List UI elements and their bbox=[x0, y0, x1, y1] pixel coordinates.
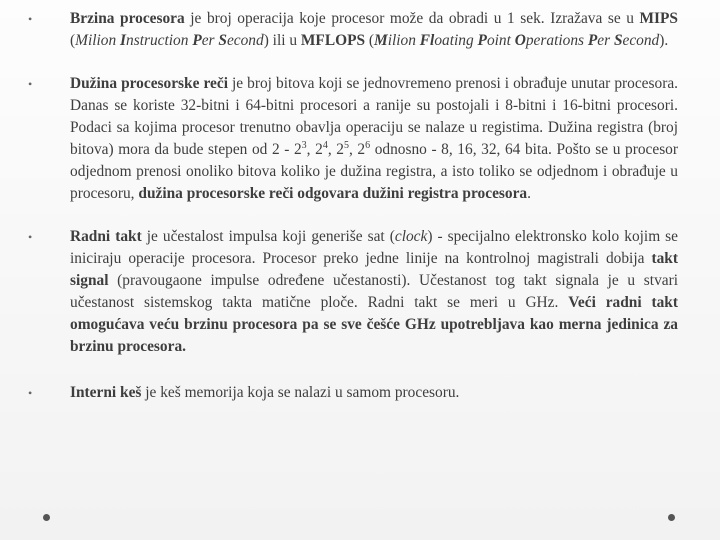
text-run: O bbox=[514, 32, 526, 49]
text-run: Milion bbox=[75, 32, 121, 49]
text-run: P bbox=[477, 32, 487, 49]
text-run: ) ili u bbox=[263, 32, 301, 49]
text-run: 6 bbox=[365, 139, 371, 151]
text-run: Fl bbox=[419, 32, 435, 49]
text-run: perations bbox=[525, 32, 588, 49]
text-run: odnosno - 8, 16, 32, 64 bita. Pošto se u procesor odjednom prenosi onoliko bitova koliko je dužina registra, a isto toliko se odjednom i obrađuje u procesoru, bbox=[70, 141, 679, 202]
text-run: P bbox=[587, 32, 598, 49]
text-run: je broj operacija koje procesor može da obradi u 1 sek. Izražava se u bbox=[184, 10, 640, 27]
text-run: econd bbox=[622, 32, 660, 49]
text-run: takt signal bbox=[70, 250, 678, 289]
text-run: , 2 bbox=[348, 141, 366, 158]
text-run: ( bbox=[365, 32, 375, 49]
text-run: clock bbox=[394, 228, 428, 245]
bullet-text bbox=[70, 228, 678, 355]
text-run: . bbox=[527, 185, 531, 202]
text-run: Dužina procesorske reči bbox=[70, 75, 228, 92]
text-run: er bbox=[597, 32, 614, 49]
text-run: M bbox=[374, 32, 388, 49]
text-run: I bbox=[120, 32, 127, 49]
text-run: je broj bitova koji se jednovremeno prenosi i obrađuje unutar procesora. Danas se koriste 32-bitni i 64-bitni procesori a ranije su postojali i 8-bitni i 16-bitni procesori. Podaci sa kojima procesor trenutno obavlja operaciju se nalaze u registima. Dužina registra (broj bitova) mora da bude stepen od 2 - 2 bbox=[70, 75, 678, 158]
text-run: S bbox=[218, 32, 227, 49]
text-run: , 2 bbox=[306, 141, 323, 158]
text-run: je učestalost impulsa koji generiše sat ( bbox=[141, 228, 395, 245]
text-run: MIPS bbox=[639, 10, 678, 27]
text-run: Radni takt bbox=[70, 228, 142, 245]
bullet-text bbox=[70, 10, 678, 49]
text-run: Veći radni takt omogućava veću brzinu procesora pa se sve češće GHz upotrebljava kao merna jedinica za brzinu procesora. bbox=[70, 294, 678, 355]
text-run: 3 bbox=[301, 139, 307, 151]
text-run: ) - specijalno elektronsko kolo kojim se iniciraju operacije procesora. Procesor preko jedne linije na kontrolnoj magistrali dobija bbox=[70, 228, 679, 267]
text-run: Brzina procesora bbox=[70, 10, 185, 27]
bullet-item bbox=[28, 382, 678, 404]
text-run: MFLOPS bbox=[300, 32, 366, 49]
bullet-marker: • bbox=[28, 12, 33, 26]
text-run: econd bbox=[226, 32, 264, 49]
bullet-item bbox=[28, 8, 678, 52]
text-run: Interni keš bbox=[70, 384, 142, 401]
text-run: (pravougaone impulse određene učestanosti). Učestanost tog takt signala je u stvari učestanost sistemskog takta matične ploče. Radni takt se meri u GHz. bbox=[70, 272, 678, 311]
text-run: ). bbox=[659, 32, 669, 49]
text-run: nstruction bbox=[126, 32, 193, 49]
text-run: , 2 bbox=[327, 141, 344, 158]
text-run: 5 bbox=[343, 139, 349, 151]
text-run: dužina procesorske reči odgovara dužini registra procesora bbox=[138, 185, 528, 202]
text-run: ( bbox=[70, 32, 76, 49]
text-run: 4 bbox=[322, 139, 328, 151]
text-run: S bbox=[613, 32, 623, 49]
bullet-marker: • bbox=[28, 386, 33, 400]
text-run: oating bbox=[434, 32, 478, 49]
left-dot-ornament bbox=[43, 514, 50, 521]
right-dot-ornament bbox=[668, 514, 675, 521]
bullet-text bbox=[70, 75, 678, 202]
bullet-marker: • bbox=[28, 230, 33, 244]
bullet-item bbox=[28, 226, 678, 358]
text-run: ilion bbox=[387, 32, 420, 49]
bullet-marker: • bbox=[28, 77, 33, 91]
text-run: je keš memorija koja se nalazi u samom procesoru. bbox=[141, 384, 460, 401]
text-run: er bbox=[201, 32, 219, 49]
text-run: oint bbox=[486, 32, 515, 49]
bullet-list bbox=[28, 8, 678, 425]
text-run: P bbox=[192, 32, 202, 49]
bullet-item bbox=[28, 73, 678, 205]
bullet-text bbox=[70, 384, 459, 401]
